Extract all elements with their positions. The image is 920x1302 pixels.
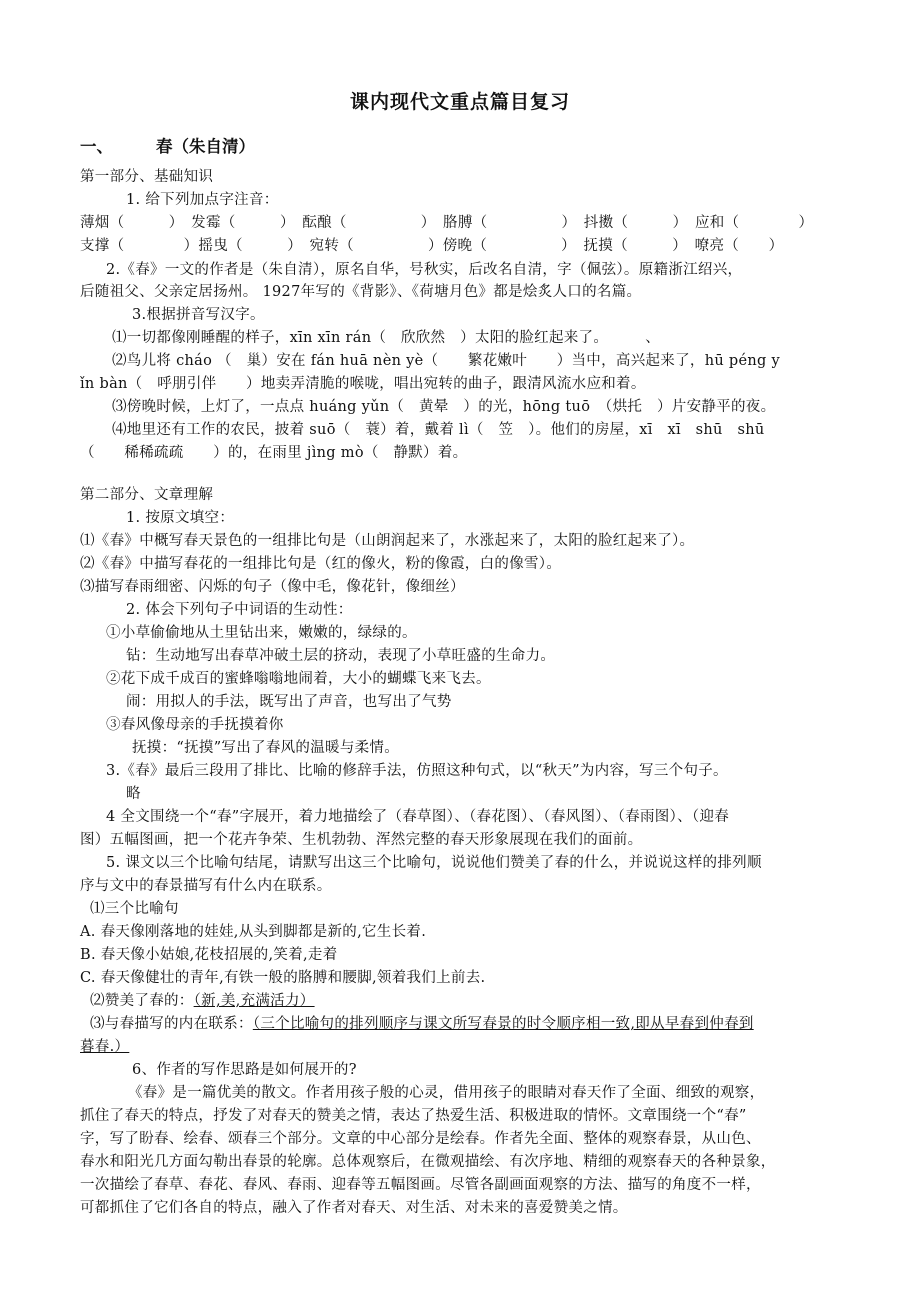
part2-q4-line1: 4 全文围绕一个“春”字展开，着力地描绘了（春草图）、（春花图）、（春风图）、（春雨图）、（迎春: [106, 809, 730, 825]
part2-q6-line5: 一次描绘了春草、春花、春风、春雨、迎春等五幅图画。尽管各副画面观察的方法、描写的角度不一样，: [80, 1177, 761, 1193]
part2-q6-line1: 《春》是一篇优美的散文。作者用孩子般的心灵，借用孩子的眼睛对春天作了全面、细致的观察，: [128, 1085, 765, 1101]
q5-2-answer: （新,美,充满活力）: [193, 993, 315, 1009]
part2-q5-line2: 序与文中的春景描写有什么内在联系。: [80, 878, 332, 894]
part1-q3-1: ⑴一切都像刚睡醒的样子，xīn xīn rán（ 欣欣然 ）太阳的脸红起来了。 、: [112, 330, 661, 346]
page-title: 课内现代文重点篇目复习: [349, 91, 570, 113]
part2-q2: 2. 体会下列句子中词语的生动性：: [126, 602, 353, 618]
part2-q3-answer: 略: [126, 786, 141, 802]
part1-q3-2-line2: ǐn bàn（ 呼朋引伴 ）地卖弄清脆的喉咙，唱出宛转的曲子，跟清风流水应和着。: [80, 376, 646, 392]
q5-3-label: ⑶与春描写的内在联系：: [90, 1016, 253, 1032]
part2-q6-line4: 春水和阳光几方面勾勒出春景的轮廓。总体观察后，在微观描绘、有次序地、精细的观察春天的各种景象，: [80, 1154, 776, 1170]
part1-q3-3: ⑶傍晚时候，上灯了，一点点 huáng yǔn（ 黄晕 ）的光，hōng tuō （烘托 ）片安静平的夜。: [112, 399, 776, 415]
part1-q1-row1: 薄烟（ ） 发霉（ ） 酝酿（ ） 胳膊（ ） 抖擞（ ） 应和（ ）: [80, 215, 814, 231]
part2-q5-option-b: B. 春天像小姑娘,花枝招展的,笑着,走着: [80, 947, 338, 963]
part2-q1-2: ⑵《春》中描写春花的一组排比句是（红的像火，粉的像霞，白的像雪）。: [80, 556, 562, 572]
part2-q6-line3: 字，写了盼春、绘春、颂春三个部分。文章的中心部分是绘春。作者先全面、整体的观察春景，从山色、: [80, 1131, 761, 1147]
part2-q6-line2: 抓住了春天的特点，抒发了对春天的赞美之情，表达了热爱生活、积极进取的情怀。文章围绕一个“春”: [80, 1108, 747, 1124]
part2-q5-line1: 5. 课文以三个比喻句结尾，请默写出这三个比喻句，说说他们赞美了春的什么，并说说这样的排列顺: [106, 855, 762, 871]
part1-q3-2-line1: ⑵鸟儿将 cháo （ 巢）安在 fán huā nèn yè（ 繁花嫩叶 ）当中，高兴起来了，hū péng y: [112, 353, 780, 369]
part2-q2-2: ②花下成千成百的蜜蜂嗡嗡地闹着，大小的蝴蝶飞来飞去。: [106, 671, 491, 687]
part2-q6-line6: 可都抓住了它们各自的特点，融入了作者对春天、对生活、对未来的喜爱赞美之情。: [80, 1200, 628, 1216]
part1-q2-line2: 后随祖父、父亲定居扬州。 1927年写的《背影》、《荷塘月色》都是烩炙人口的名篇。: [80, 284, 642, 300]
q5-3-answer-cont: 暮春.）: [80, 1039, 130, 1055]
part2-q1-3: ⑶描写春雨细密、闪烁的句子（像中毛，像花针，像细丝）: [80, 579, 465, 595]
q5-2-label: ⑵赞美了春的：: [90, 993, 194, 1009]
section-number: 一、: [80, 137, 113, 156]
part2-q1: 1. 按原文填空：: [126, 510, 235, 526]
part1-q1: 1. 给下列加点字注音：: [126, 192, 279, 208]
part2-heading: 第二部分、文章理解: [80, 487, 214, 503]
part1-q3-4-line1: ⑷地里还有工作的农民，披着 suō（ 蓑）着，戴着 lì（ 笠 ）。他们的房屋，xī xī shū shū: [112, 422, 765, 438]
q5-3-answer: （三个比喻句的排列顺序与课文所写春景的时令顺序相一致,即从早春到仲春到: [252, 1016, 754, 1032]
part2-q6: 6、作者的写作思路是如何展开的?: [132, 1062, 357, 1078]
part2-q5-option-c: C. 春天像健壮的青年,有铁一般的胳膊和腰脚,领着我们上前去.: [80, 970, 486, 986]
part1-q1-row2: 支撑（ ）摇曳（ ） 宛转（ ）傍晚（ ） 抚摸（ ） 嘹亮（ ）: [80, 238, 784, 254]
part1-q3-4-line2: （ 稀稀疏疏 ）的，在雨里 jìng mò（ 静默）着。: [80, 445, 468, 461]
part2-q2-2-answer: 闹：用拟人的手法，既写出了声音，也写出了气势: [126, 694, 452, 710]
part2-q5-option-a: A. 春天像刚落地的娃娃,从头到脚都是新的,它生长着.: [80, 924, 427, 940]
part2-q2-3-answer: 抚摸：“抚摸”写出了春风的温暖与柔情。: [132, 740, 400, 756]
part1-heading: 第一部分、基础知识: [80, 169, 214, 185]
part2-q4-line2: 图）五幅图画，把一个花卉争荣、生机勃勃、浑然完整的春天形象展现在我们的面前。: [80, 832, 643, 848]
part1-q3: 3.根据拼音写汉字。: [132, 307, 265, 323]
part2-q2-1-answer: 钻：生动地写出春草冲破土层的挤动，表现了小草旺盛的生命力。: [126, 648, 556, 664]
part2-q5-3: [90, 1013, 860, 1035]
part2-q2-3: ③春风像母亲的手抚摸着你: [106, 717, 284, 733]
part2-q5-1: ⑴三个比喻句: [90, 901, 179, 917]
part2-q2-1: ①小草偷偷地从土里钻出来，嫩嫩的，绿绿的。: [106, 625, 417, 641]
part2-q3: 3.《春》最后三段用了排比、比喻的修辞手法，仿照这种句式，以“秋天”为内容，写三个句子。: [106, 763, 728, 779]
section-heading: [80, 133, 255, 157]
section-title: 春（朱自清）: [156, 137, 255, 156]
part2-q5-3-cont: [80, 1036, 850, 1058]
part2-q1-1: ⑴《春》中概写春天景色的一组排比句是（山朗润起来了，水涨起来了，太阳的脸红起来了）。: [80, 533, 695, 549]
part1-q2-line1: 2.《春》一文的作者是（朱自清），原名自华，号秋实，后改名自清，字（佩弦）。原籍浙江绍兴，: [106, 262, 743, 278]
part2-q5-2: [90, 990, 860, 1012]
